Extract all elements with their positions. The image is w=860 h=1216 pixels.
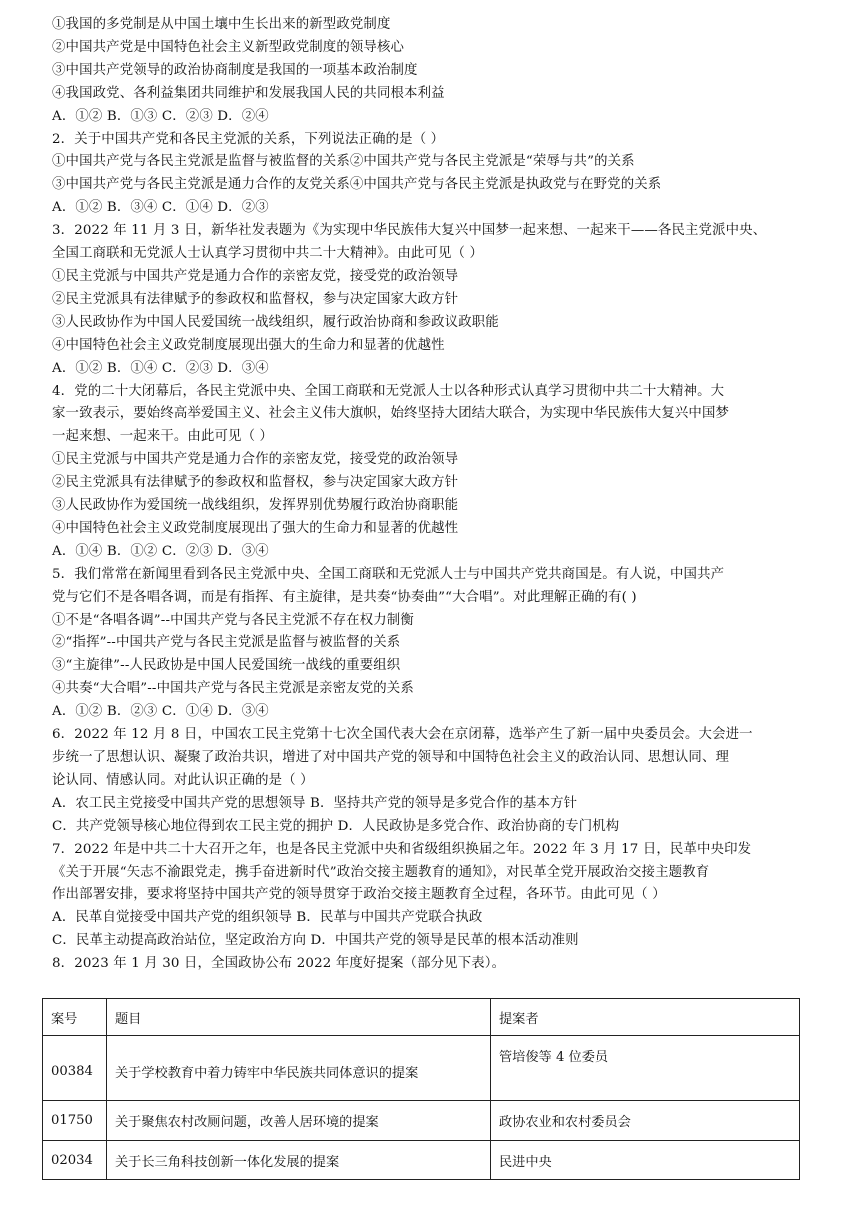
text-line: ④共奏“大合唱”--中国共产党与各民主党派是亲密友党的关系 xyxy=(52,681,414,697)
header-case-no: 案号 xyxy=(43,999,107,1036)
cell-case-no: 01750 xyxy=(43,1101,107,1141)
text-line: A．农工民主党接受中国共产党的思想领导 B．坚持共产党的领导是多党合作的基本方针 xyxy=(52,795,578,811)
text-line: 步统一了思想认识、凝聚了政治共识，增进了对中国共产党的领导和中国特色社会主义的政治认同、思想认同、理 xyxy=(52,750,730,765)
text-line: ④我国政党、各利益集团共同维护和发展我国人民的共同根本利益 xyxy=(52,85,445,101)
text-line: A．①② B．③④ C．①④ D．②③ xyxy=(52,200,269,216)
text-line: ①我国的多党制是从中国土壤中生长出来的新型政党制度 xyxy=(52,17,391,32)
text-line: 3．2022 年 11 月 3 日，新华社发表题为《为实现中华民族伟大复兴中国梦一起来想、一起来干——各民主党派中央、 xyxy=(52,223,767,239)
text-line: 8．2023 年 1 月 30 日，全国政协公布 2022 年度好提案（部分见下表）。 xyxy=(52,956,506,972)
table-row xyxy=(43,1036,800,1101)
text-line: 全国工商联和无党派人士认真学习贯彻中共二十大精神》。由此可见（ ） xyxy=(52,246,484,262)
text-line: ③“主旋律”--人民政协是中国人民爱国统一战线的重要组织 xyxy=(52,658,401,674)
text-line: 党与它们不是各唱各调，而是有指挥、有主旋律，是共奏“协奏曲”“大合唱”。对此理解正确的有( ) xyxy=(52,589,637,605)
cell-case-no: 00384 xyxy=(43,1036,107,1101)
text-line: ②“指挥”--中国共产党与各民主党派是监督与被监督的关系 xyxy=(52,635,401,651)
text-line: 5．我们常常在新闻里看到各民主党派中央、全国工商联和无党派人士与中国共产党共商国是。有人说，中国共产 xyxy=(52,566,725,582)
text-line: A．①② B．①④ C．②③ D．③④ xyxy=(52,360,269,376)
text-line: ①不是“各唱各调”--中国共产党与各民主党派不存在权力制衡 xyxy=(52,612,414,628)
cell-title: 关于聚焦农村改厕问题，改善人居环境的提案 xyxy=(107,1101,491,1141)
proposal-table xyxy=(42,998,800,1180)
text-line: ③人民政协作为爱国统一战线组织，发挥界别优势履行政治协商职能 xyxy=(52,498,459,514)
text-line: ②民主党派具有法律赋予的参政权和监督权，参与决定国家大政方针 xyxy=(52,475,459,491)
table-row xyxy=(43,1141,800,1180)
question-text xyxy=(52,14,814,976)
cell-proposer: 政协农业和农村委员会 xyxy=(491,1101,800,1141)
text-line: 2．关于中国共产党和各民主党派的关系，下列说法正确的是（ ） xyxy=(52,131,445,147)
text-line: ④中国特色社会主义政党制度展现出了强大的生命力和显著的优越性 xyxy=(52,520,459,536)
text-line: C．共产党领导核心地位得到农工民主党的拥护 D．人民政协是多党合作、政治协商的专门机构 xyxy=(52,818,620,834)
text-line: ②中国共产党是中国特色社会主义新型政党制度的领导核心 xyxy=(52,39,405,55)
table-row xyxy=(43,1101,800,1141)
cell-proposer: 管培俊等 4 位委员 xyxy=(491,1036,800,1101)
cell-title: 关于长三角科技创新一体化发展的提案 xyxy=(107,1141,491,1180)
text-line: ③中国共产党与各民主党派是通力合作的友党关系④中国共产党与各民主党派是执政党与在野党的关系 xyxy=(52,177,662,193)
text-line: 论认同、情感认同。对此认识正确的是（ ） xyxy=(52,772,314,788)
text-line: C．民革主动提高政治站位，坚定政治方向 D．中国共产党的领导是民革的根本活动准则 xyxy=(52,933,579,949)
text-line: 6．2022 年 12 月 8 日，中国农工民主党第十七次全国代表大会在京闭幕，选举产生了新一届中央委员会。大会进一 xyxy=(52,727,753,743)
header-title: 题目 xyxy=(107,999,491,1036)
text-line: 《关于开展“矢志不渝跟党走，携手奋进新时代”政治交接主题教育的通知》，对民革全党开展政治交接主题教育 xyxy=(52,864,710,880)
text-line: ①民主党派与中国共产党是通力合作的亲密友党，接受党的政治领导 xyxy=(52,268,459,284)
cell-title: 关于学校教育中着力铸牢中华民族共同体意识的提案 xyxy=(107,1036,491,1101)
text-line: A．民革自觉接受中国共产党的组织领导 B．民革与中国共产党联合执政 xyxy=(52,910,483,926)
text-line: 一起来想、一起来干。由此可见（ ） xyxy=(52,429,274,445)
text-line: 7．2022 年是中共二十大召开之年，也是各民主党派中央和省级组织换届之年。2022 年 3 月 17 日，民革中央印发 xyxy=(52,841,752,857)
text-line: 家一致表示，要始终高举爱国主义、社会主义伟大旗帜，始终坚持大团结大联合，为实现中华民族伟大复兴中国梦 xyxy=(52,406,730,422)
cell-case-no: 02034 xyxy=(43,1141,107,1180)
text-line: ③人民政协作为中国人民爱国统一战线组织，履行政治协商和参政议政职能 xyxy=(52,314,499,330)
cell-proposer: 民进中央 xyxy=(491,1141,800,1180)
text-line: A．①④ B．①② C．②③ D．③④ xyxy=(52,543,269,559)
header-proposer: 提案者 xyxy=(491,999,800,1036)
text-line: A．①② B．①③ C．②③ D．②④ xyxy=(52,108,269,124)
text-line: ①民主党派与中国共产党是通力合作的亲密友党，接受党的政治领导 xyxy=(52,452,459,468)
text-line: ②民主党派具有法律赋予的参政权和监督权，参与决定国家大政方针 xyxy=(52,291,459,307)
text-line: 作出部署安排，要求将坚持中国共产党的领导贯穿于政治交接主题教育全过程，各环节。由此可见（ ） xyxy=(52,887,666,903)
text-line: A．①② B．②③ C．①④ D．③④ xyxy=(52,704,269,720)
text-line: 4．党的二十大闭幕后，各民主党派中央、全国工商联和无党派人士以各种形式认真学习贯彻中共二十大精神。大 xyxy=(52,383,725,399)
text-line: ①中国共产党与各民主党派是监督与被监督的关系②中国共产党与各民主党派是“荣辱与共”的关系 xyxy=(52,154,635,170)
text-line: ③中国共产党领导的政治协商制度是我国的一项基本政治制度 xyxy=(52,62,418,78)
text-line: ④中国特色社会主义政党制度展现出强大的生命力和显著的优越性 xyxy=(52,337,445,353)
table-header-row xyxy=(43,999,800,1036)
